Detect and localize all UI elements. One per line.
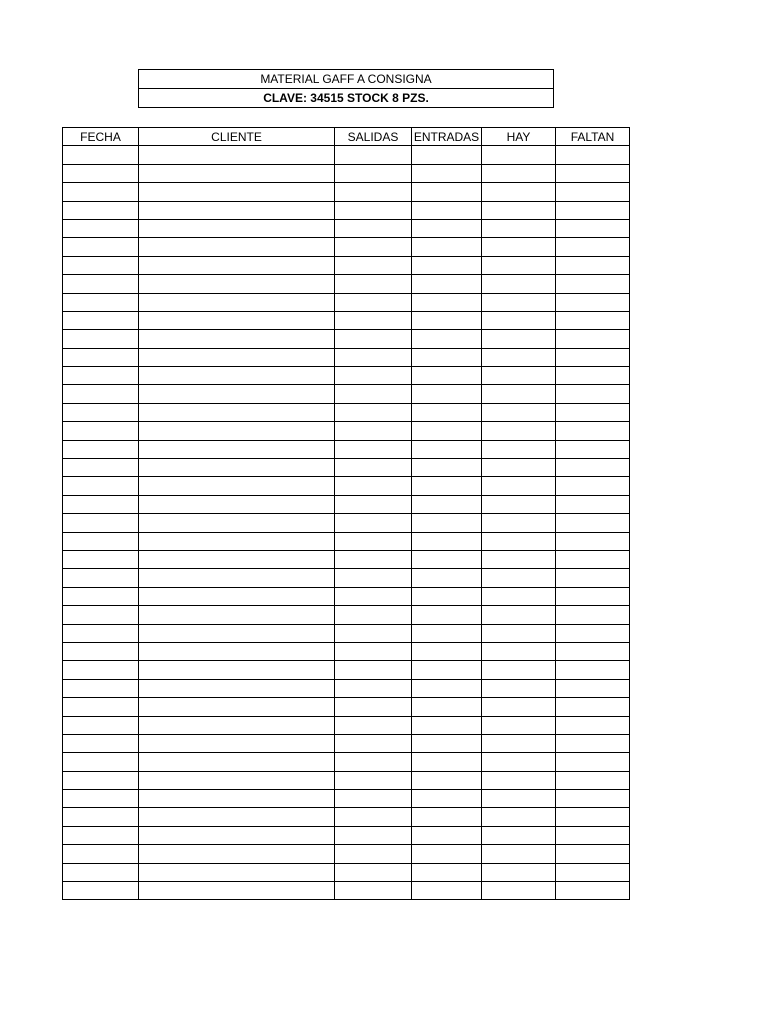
table-body — [63, 146, 630, 900]
table-cell — [335, 642, 412, 660]
table-row — [63, 146, 630, 164]
table-cell — [63, 238, 139, 256]
table-cell — [412, 238, 482, 256]
table-cell — [556, 716, 630, 734]
table-row — [63, 716, 630, 734]
table-cell — [63, 826, 139, 844]
table-cell — [63, 348, 139, 366]
table-cell — [556, 477, 630, 495]
table-cell — [482, 495, 556, 513]
table-cell — [482, 422, 556, 440]
table-cell — [139, 550, 335, 568]
table-cell — [139, 716, 335, 734]
table-row — [63, 532, 630, 550]
column-header-fecha: FECHA — [63, 128, 139, 146]
table-cell — [556, 422, 630, 440]
table-cell — [556, 219, 630, 237]
table-cell — [335, 422, 412, 440]
table-cell — [139, 146, 335, 164]
table-row — [63, 238, 630, 256]
table-cell — [139, 698, 335, 716]
table-cell — [412, 863, 482, 881]
table-row — [63, 642, 630, 660]
table-cell — [63, 882, 139, 900]
table-cell — [335, 569, 412, 587]
table-cell — [482, 716, 556, 734]
table-cell — [482, 808, 556, 826]
table-cell — [139, 826, 335, 844]
table-cell — [335, 771, 412, 789]
table-cell — [139, 275, 335, 293]
table-cell — [482, 679, 556, 697]
table-cell — [482, 514, 556, 532]
table-cell — [139, 440, 335, 458]
table-cell — [63, 716, 139, 734]
table-cell — [482, 293, 556, 311]
document-subtitle: CLAVE: 34515 STOCK 8 PZS. — [139, 89, 554, 108]
table-cell — [556, 753, 630, 771]
table-cell — [412, 275, 482, 293]
table-cell — [335, 367, 412, 385]
table-row — [63, 422, 630, 440]
table-cell — [482, 367, 556, 385]
table-cell — [63, 734, 139, 752]
table-cell — [139, 661, 335, 679]
table-cell — [63, 698, 139, 716]
table-row — [63, 790, 630, 808]
table-cell — [335, 403, 412, 421]
table-cell — [139, 422, 335, 440]
table-cell — [482, 550, 556, 568]
table-cell — [335, 863, 412, 881]
table-cell — [335, 550, 412, 568]
table-cell — [556, 275, 630, 293]
table-cell — [63, 808, 139, 826]
table-cell — [335, 624, 412, 642]
table-cell — [63, 642, 139, 660]
table-cell — [335, 790, 412, 808]
table-cell — [63, 514, 139, 532]
table-cell — [139, 642, 335, 660]
table-cell — [335, 293, 412, 311]
table-cell — [412, 624, 482, 642]
table-cell — [412, 495, 482, 513]
table-cell — [335, 183, 412, 201]
table-cell — [63, 183, 139, 201]
table-cell — [482, 642, 556, 660]
table-cell — [482, 532, 556, 550]
table-cell — [412, 679, 482, 697]
table-cell — [63, 311, 139, 329]
table-cell — [482, 698, 556, 716]
table-cell — [556, 348, 630, 366]
table-cell — [63, 275, 139, 293]
table-cell — [556, 330, 630, 348]
table-cell — [335, 661, 412, 679]
table-cell — [139, 348, 335, 366]
table-cell — [412, 734, 482, 752]
table-cell — [556, 164, 630, 182]
table-cell — [556, 256, 630, 274]
table-cell — [556, 826, 630, 844]
table-cell — [412, 164, 482, 182]
table-row — [63, 348, 630, 366]
table-cell — [63, 569, 139, 587]
table-cell — [556, 183, 630, 201]
table-cell — [482, 219, 556, 237]
table-row — [63, 293, 630, 311]
table-cell — [139, 164, 335, 182]
table-cell — [556, 863, 630, 881]
table-cell — [556, 311, 630, 329]
table-cell — [556, 734, 630, 752]
table-cell — [139, 532, 335, 550]
table-cell — [556, 606, 630, 624]
table-cell — [482, 440, 556, 458]
table-cell — [335, 845, 412, 863]
table-cell — [139, 606, 335, 624]
table-cell — [412, 569, 482, 587]
table-cell — [412, 311, 482, 329]
table-cell — [556, 642, 630, 660]
table-row — [63, 514, 630, 532]
table-cell — [412, 642, 482, 660]
table-cell — [482, 403, 556, 421]
table-cell — [412, 790, 482, 808]
table-cell — [556, 238, 630, 256]
table-cell — [556, 550, 630, 568]
table-cell — [556, 790, 630, 808]
table-cell — [335, 311, 412, 329]
table-cell — [412, 808, 482, 826]
table-row — [63, 587, 630, 605]
table-row — [63, 550, 630, 568]
table-row — [63, 219, 630, 237]
table-cell — [482, 753, 556, 771]
table-cell — [139, 734, 335, 752]
inventory-log-table — [62, 127, 630, 900]
table-cell — [482, 459, 556, 477]
table-cell — [139, 624, 335, 642]
table-cell — [556, 440, 630, 458]
document-title: MATERIAL GAFF A CONSIGNA — [139, 70, 554, 89]
table-cell — [412, 183, 482, 201]
table-cell — [63, 679, 139, 697]
table-cell — [335, 385, 412, 403]
table-cell — [412, 385, 482, 403]
table-cell — [482, 624, 556, 642]
table-cell — [412, 587, 482, 605]
table-cell — [556, 201, 630, 219]
table-cell — [412, 219, 482, 237]
table-cell — [412, 422, 482, 440]
table-cell — [556, 532, 630, 550]
table-cell — [139, 587, 335, 605]
table-cell — [412, 201, 482, 219]
table-cell — [482, 256, 556, 274]
table-cell — [139, 238, 335, 256]
table-row — [63, 495, 630, 513]
table-cell — [335, 238, 412, 256]
table-cell — [139, 183, 335, 201]
table-row — [63, 753, 630, 771]
table-cell — [63, 330, 139, 348]
table-cell — [139, 311, 335, 329]
table-cell — [335, 348, 412, 366]
table-row — [63, 606, 630, 624]
table-cell — [482, 311, 556, 329]
table-cell — [139, 790, 335, 808]
table-cell — [482, 164, 556, 182]
table-cell — [63, 219, 139, 237]
table-cell — [63, 164, 139, 182]
table-row — [63, 569, 630, 587]
table-cell — [556, 385, 630, 403]
column-header-entradas: ENTRADAS — [412, 128, 482, 146]
table-cell — [63, 201, 139, 219]
table-cell — [139, 495, 335, 513]
table-cell — [139, 808, 335, 826]
table-cell — [556, 587, 630, 605]
table-cell — [335, 201, 412, 219]
table-row — [63, 624, 630, 642]
table-cell — [335, 146, 412, 164]
table-cell — [412, 403, 482, 421]
table-row — [63, 826, 630, 844]
table-cell — [412, 330, 482, 348]
table-cell — [482, 882, 556, 900]
table-cell — [139, 845, 335, 863]
table-cell — [335, 459, 412, 477]
table-cell — [63, 293, 139, 311]
table-cell — [482, 183, 556, 201]
table-cell — [139, 367, 335, 385]
table-cell — [556, 845, 630, 863]
table-cell — [63, 532, 139, 550]
table-cell — [63, 256, 139, 274]
table-row — [63, 477, 630, 495]
table-row — [63, 863, 630, 881]
table-cell — [335, 532, 412, 550]
table-cell — [482, 348, 556, 366]
table-cell — [139, 403, 335, 421]
table-cell — [556, 367, 630, 385]
column-header-faltan: FALTAN — [556, 128, 630, 146]
table-cell — [139, 771, 335, 789]
table-row — [63, 808, 630, 826]
table-cell — [556, 514, 630, 532]
table-cell — [335, 440, 412, 458]
table-cell — [412, 606, 482, 624]
table-row — [63, 164, 630, 182]
table-cell — [335, 679, 412, 697]
table-cell — [482, 826, 556, 844]
table-cell — [412, 293, 482, 311]
table-cell — [139, 201, 335, 219]
table-cell — [139, 863, 335, 881]
table-cell — [63, 477, 139, 495]
table-cell — [482, 201, 556, 219]
table-cell — [63, 753, 139, 771]
table-cell — [412, 459, 482, 477]
table-cell — [63, 422, 139, 440]
table-cell — [63, 624, 139, 642]
table-cell — [63, 550, 139, 568]
table-row — [63, 330, 630, 348]
table-row — [63, 256, 630, 274]
table-cell — [139, 219, 335, 237]
table-cell — [556, 569, 630, 587]
table-cell — [335, 753, 412, 771]
table-cell — [412, 256, 482, 274]
table-cell — [556, 624, 630, 642]
table-cell — [335, 219, 412, 237]
table-cell — [139, 330, 335, 348]
table-row — [63, 275, 630, 293]
table-cell — [335, 164, 412, 182]
table-cell — [556, 146, 630, 164]
column-header-salidas: SALIDAS — [335, 128, 412, 146]
table-cell — [335, 808, 412, 826]
table-cell — [412, 661, 482, 679]
table-cell — [556, 679, 630, 697]
table-cell — [412, 550, 482, 568]
table-cell — [482, 146, 556, 164]
column-header-cliente: CLIENTE — [139, 128, 335, 146]
table-cell — [63, 845, 139, 863]
table-cell — [412, 826, 482, 844]
table-cell — [556, 698, 630, 716]
column-header-hay: HAY — [482, 128, 556, 146]
table-cell — [412, 367, 482, 385]
table-row — [63, 661, 630, 679]
table-cell — [482, 477, 556, 495]
table-cell — [335, 606, 412, 624]
table-cell — [412, 753, 482, 771]
table-cell — [482, 863, 556, 881]
table-cell — [335, 882, 412, 900]
table-cell — [482, 385, 556, 403]
table-cell — [63, 459, 139, 477]
table-cell — [412, 716, 482, 734]
table-cell — [335, 734, 412, 752]
table-cell — [139, 477, 335, 495]
table-header-row — [63, 128, 630, 146]
table-cell — [412, 882, 482, 900]
table-cell — [556, 808, 630, 826]
table-cell — [482, 606, 556, 624]
table-cell — [482, 661, 556, 679]
table-cell — [335, 698, 412, 716]
table-cell — [139, 514, 335, 532]
table-cell — [556, 403, 630, 421]
table-row — [63, 440, 630, 458]
table-row — [63, 183, 630, 201]
table-cell — [139, 256, 335, 274]
table-cell — [63, 790, 139, 808]
table-cell — [63, 661, 139, 679]
table-cell — [335, 275, 412, 293]
table-cell — [412, 532, 482, 550]
table-cell — [63, 495, 139, 513]
table-cell — [335, 514, 412, 532]
table-cell — [63, 587, 139, 605]
table-row — [63, 845, 630, 863]
table-cell — [63, 403, 139, 421]
table-cell — [482, 238, 556, 256]
table-cell — [412, 440, 482, 458]
table-cell — [139, 459, 335, 477]
table-cell — [139, 679, 335, 697]
table-cell — [482, 569, 556, 587]
table-row — [63, 201, 630, 219]
table-cell — [139, 385, 335, 403]
table-row — [63, 311, 630, 329]
table-cell — [63, 385, 139, 403]
table-cell — [482, 275, 556, 293]
title-box — [138, 69, 554, 108]
table-cell — [335, 477, 412, 495]
table-cell — [63, 863, 139, 881]
table-cell — [412, 845, 482, 863]
table-cell — [556, 771, 630, 789]
table-cell — [63, 440, 139, 458]
table-cell — [335, 330, 412, 348]
table-cell — [335, 256, 412, 274]
table-cell — [139, 293, 335, 311]
table-row — [63, 459, 630, 477]
table-cell — [482, 771, 556, 789]
table-cell — [556, 495, 630, 513]
table-cell — [335, 716, 412, 734]
table-cell — [412, 348, 482, 366]
table-cell — [482, 790, 556, 808]
table-cell — [482, 587, 556, 605]
table-cell — [139, 753, 335, 771]
table-row — [63, 403, 630, 421]
table-row — [63, 367, 630, 385]
table-row — [63, 698, 630, 716]
table-cell — [412, 477, 482, 495]
table-cell — [482, 330, 556, 348]
table-cell — [482, 845, 556, 863]
table-cell — [335, 495, 412, 513]
table-cell — [412, 771, 482, 789]
table-cell — [412, 514, 482, 532]
table-cell — [556, 459, 630, 477]
table-row — [63, 679, 630, 697]
table-cell — [556, 661, 630, 679]
table-cell — [412, 698, 482, 716]
table-cell — [335, 587, 412, 605]
table-cell — [63, 606, 139, 624]
table-cell — [335, 826, 412, 844]
table-cell — [482, 734, 556, 752]
table-cell — [412, 146, 482, 164]
table-row — [63, 771, 630, 789]
table-cell — [139, 882, 335, 900]
table-cell — [556, 293, 630, 311]
table-cell — [139, 569, 335, 587]
table-row — [63, 734, 630, 752]
table-row — [63, 385, 630, 403]
table-cell — [556, 882, 630, 900]
table-row — [63, 882, 630, 900]
table-cell — [63, 367, 139, 385]
table-cell — [63, 146, 139, 164]
table-cell — [63, 771, 139, 789]
